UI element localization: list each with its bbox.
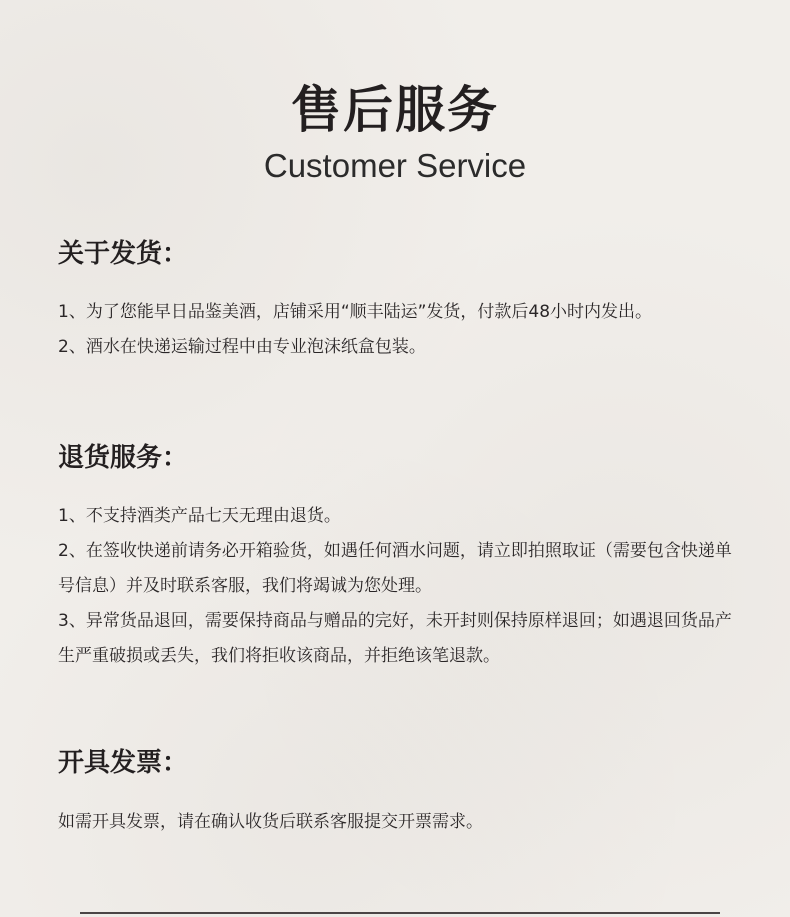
returns-line-2: 2、在签收快递前请务必开箱验货，如遇任何酒水问题，请立即拍照取证（需要包含快递单号信息）并及时联系客服，我们将竭诚为您处理。 [58, 541, 732, 596]
invoice-line-1: 如需开具发票，请在确认收货后联系客服提交开票需求。 [58, 812, 483, 832]
section-heading-returns: 退货服务： [58, 443, 189, 473]
section-body-returns [58, 499, 748, 674]
page-subtitle: Customer Service [263, 147, 527, 184]
section-body-invoice [58, 805, 748, 840]
bottom-divider [80, 912, 720, 914]
shipping-line-1: 1、为了您能早日品鉴美酒，店铺采用“顺丰陆运”发货，付款后48小时内发出。 [58, 302, 653, 322]
section-heading-shipping: 关于发货： [58, 239, 189, 269]
returns-line-3: 3、异常货品退回，需要保持商品与赠品的完好，未开封则保持原样退回；如遇退回货品产生严重破损或丢失，我们将拒收该商品，并拒绝该笔退款。 [58, 611, 732, 666]
section-body-shipping [58, 295, 748, 365]
page-title: 售后服务 [291, 81, 499, 139]
shipping-line-2: 2、酒水在快递运输过程中由专业泡沫纸盒包装。 [58, 337, 426, 357]
returns-line-1: 1、不支持酒类产品七天无理由退货。 [58, 506, 341, 526]
section-heading-invoice: 开具发票： [58, 748, 189, 778]
